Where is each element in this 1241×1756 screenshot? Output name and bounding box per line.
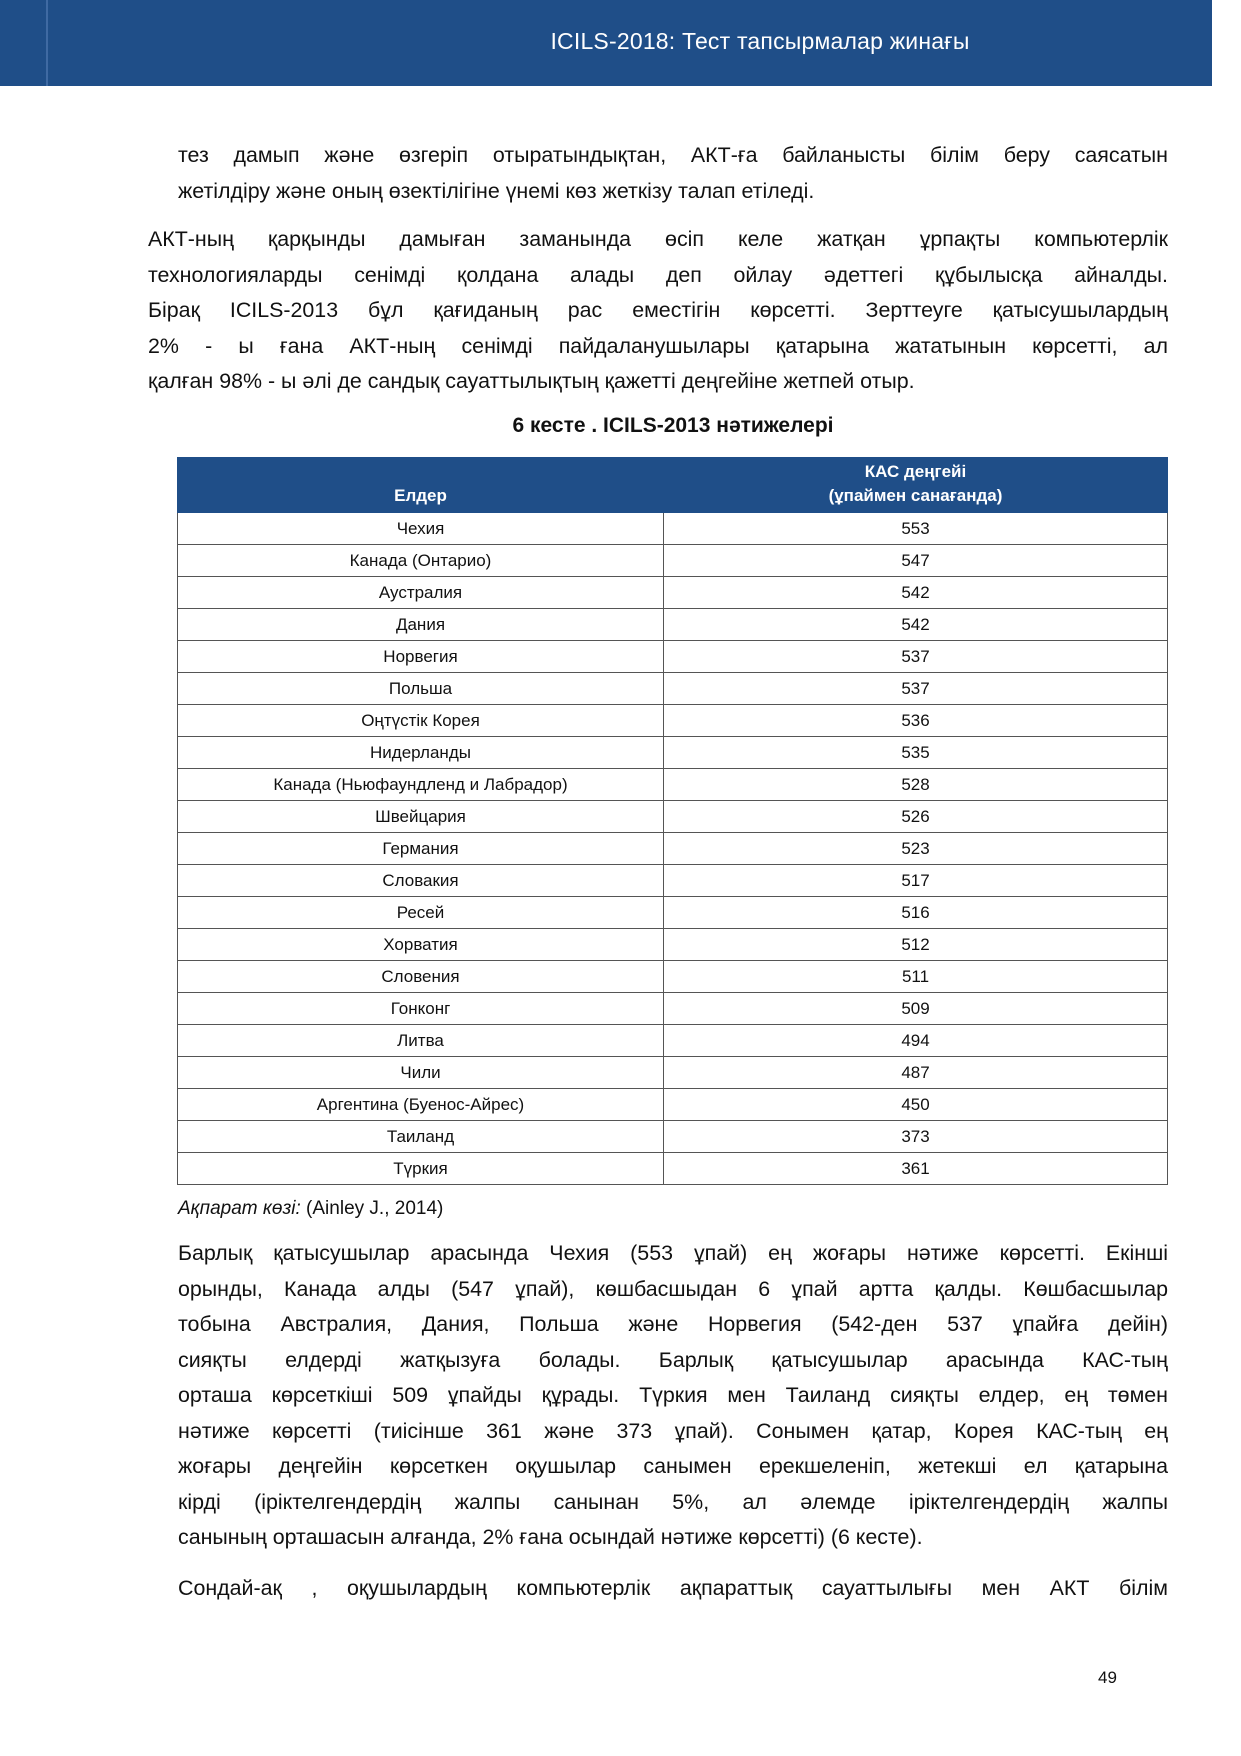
text-line: Сондай-ақ , оқушылардың компьютерлік ақпараттық сауаттылығы мен АКТ білім bbox=[178, 1576, 1168, 1600]
text-line: технологияларды сенімді қолдана алады деп ойлау әдеттегі құбылысқа айналды. bbox=[148, 262, 1168, 287]
country-cell: Канада (Онтарио) bbox=[178, 545, 664, 577]
country-cell: Ресей bbox=[178, 897, 664, 929]
country-cell: Дания bbox=[178, 609, 664, 641]
table-row bbox=[178, 513, 1168, 545]
table-row bbox=[178, 1025, 1168, 1057]
table-row bbox=[178, 609, 1168, 641]
country-cell: Таиланд bbox=[178, 1121, 664, 1153]
table-row bbox=[178, 673, 1168, 705]
table-row bbox=[178, 929, 1168, 961]
table-row bbox=[178, 737, 1168, 769]
table-row bbox=[178, 705, 1168, 737]
text-line: тез дамып және өзгеріп отыратындықтан, АКТ-ға байланысты білім беру саясатын bbox=[178, 143, 1168, 167]
header-divider bbox=[46, 0, 48, 86]
score-cell: 537 bbox=[664, 673, 1168, 705]
paragraph-1 bbox=[178, 138, 1168, 209]
text-line: кірді (іріктелгендердің жалпы санынан 5%, ал әлемде іріктелгендердің жалпы bbox=[178, 1489, 1168, 1514]
score-cell: 526 bbox=[664, 801, 1168, 833]
header-title: ICILS-2018: Тест тапсырмалар жинағы bbox=[550, 28, 970, 54]
country-cell: Хорватия bbox=[178, 929, 664, 961]
country-cell: Оңтүстік Корея bbox=[178, 705, 664, 737]
table-row bbox=[178, 897, 1168, 929]
score-cell: 536 bbox=[664, 705, 1168, 737]
score-cell: 517 bbox=[664, 865, 1168, 897]
score-cell: 487 bbox=[664, 1057, 1168, 1089]
column-header-countries: Елдер bbox=[178, 458, 664, 513]
country-cell: Польша bbox=[178, 673, 664, 705]
country-cell: Чехия bbox=[178, 513, 664, 545]
score-cell: 361 bbox=[664, 1153, 1168, 1185]
text-line: тобына Австралия, Дания, Польша және Норвегия (542-ден 537 ұпайға дейін) bbox=[178, 1312, 1168, 1336]
text-line: 2% - ы ғана АКТ-ның сенімді пайдаланушылары қатарына жататынын көрсетті, ал bbox=[148, 333, 1168, 358]
table-row bbox=[178, 1153, 1168, 1185]
score-cell: 450 bbox=[664, 1089, 1168, 1121]
table-row bbox=[178, 993, 1168, 1025]
score-cell: 542 bbox=[664, 609, 1168, 641]
table-header-row bbox=[178, 458, 1168, 513]
score-cell: 494 bbox=[664, 1025, 1168, 1057]
paragraph-4 bbox=[178, 1571, 1168, 1607]
paragraph-3 bbox=[178, 1236, 1168, 1556]
country-cell: Түркия bbox=[178, 1153, 664, 1185]
paragraph-2 bbox=[148, 222, 1168, 400]
text-line: Барлық қатысушылар арасында Чехия (553 ұпай) ең жоғары нәтиже көрсетті. Екінші bbox=[178, 1241, 1168, 1265]
page-header bbox=[0, 0, 1212, 86]
score-cell: 535 bbox=[664, 737, 1168, 769]
country-cell: Нидерланды bbox=[178, 737, 664, 769]
country-cell: Литва bbox=[178, 1025, 664, 1057]
score-cell: 537 bbox=[664, 641, 1168, 673]
country-cell: Канада (Ньюфаундленд и Лабрадор) bbox=[178, 769, 664, 801]
country-cell: Чили bbox=[178, 1057, 664, 1089]
text-line: орташа көрсеткіші 509 ұпайды құрады. Түркия мен Таиланд сияқты елдер, ең төмен bbox=[178, 1383, 1168, 1407]
table-row bbox=[178, 1057, 1168, 1089]
score-cell: 553 bbox=[664, 513, 1168, 545]
text-line: нәтиже көрсетті (тиісінше 361 және 373 ұпай). Сонымен қатар, Корея КАС-тың ең bbox=[178, 1418, 1168, 1443]
text-line: сияқты елдерді жатқызуға болады. Барлық қатысушылар арасында КАС-тың bbox=[178, 1347, 1168, 1372]
score-cell: 509 bbox=[664, 993, 1168, 1025]
score-cell: 511 bbox=[664, 961, 1168, 993]
country-cell: Швейцария bbox=[178, 801, 664, 833]
country-cell: Словакия bbox=[178, 865, 664, 897]
text-line: қалған 98% - ы әлі де сандық сауаттылықтың қажетті деңгейіне жетпей отыр. bbox=[148, 369, 915, 393]
table-row bbox=[178, 769, 1168, 801]
text-line: АКТ-ның қарқынды дамыған заманында өсіп келе жатқан ұрпақты компьютерлік bbox=[148, 227, 1168, 251]
text-line: санының орташасын алғанда, 2% ғана осындай нәтиже көрсетті) (6 кесте). bbox=[178, 1525, 923, 1549]
text-line: орынды, Канада алды (547 ұпай), көшбасшыдан 6 ұпай артта қалды. Көшбасшылар bbox=[178, 1276, 1168, 1301]
country-cell: Германия bbox=[178, 833, 664, 865]
table-row bbox=[178, 1121, 1168, 1153]
page-number: 49 bbox=[1098, 1668, 1117, 1687]
country-cell: Словения bbox=[178, 961, 664, 993]
country-cell: Аргентина (Буенос-Айрес) bbox=[178, 1089, 664, 1121]
country-cell: Гонконг bbox=[178, 993, 664, 1025]
table-row bbox=[178, 833, 1168, 865]
table-row bbox=[178, 801, 1168, 833]
table-row bbox=[178, 577, 1168, 609]
score-cell: 528 bbox=[664, 769, 1168, 801]
country-cell: Аустралия bbox=[178, 577, 664, 609]
text-line: жоғары деңгейін көрсеткен оқушылар санымен ерекшеленіп, жетекші ел қатарына bbox=[178, 1454, 1168, 1478]
table-row bbox=[178, 1089, 1168, 1121]
score-cell: 512 bbox=[664, 929, 1168, 961]
score-cell: 373 bbox=[664, 1121, 1168, 1153]
text-line: жетілдіру және оның өзектілігіне үнемі көз жеткізу талап етіледі. bbox=[178, 178, 815, 203]
score-cell: 542 bbox=[664, 577, 1168, 609]
country-cell: Норвегия bbox=[178, 641, 664, 673]
table-row bbox=[178, 865, 1168, 897]
table-source: Ақпарат көзі: (Ainley J., 2014) bbox=[178, 1198, 444, 1219]
table-row bbox=[178, 545, 1168, 577]
results-table bbox=[177, 457, 1168, 1185]
score-cell: 547 bbox=[664, 545, 1168, 577]
table-caption: 6 кесте . ICILS-2013 нәтижелері bbox=[512, 414, 834, 437]
score-cell: 523 bbox=[664, 833, 1168, 865]
table-row bbox=[178, 961, 1168, 993]
score-cell: 516 bbox=[664, 897, 1168, 929]
text-line: Бірақ ICILS-2013 бұл қағиданың рас еместігін көрсетті. Зерттеуге қатысушылардың bbox=[148, 298, 1168, 322]
column-header-score: КАС деңгейі (ұпаймен санағанда) bbox=[664, 458, 1168, 513]
table-row bbox=[178, 641, 1168, 673]
